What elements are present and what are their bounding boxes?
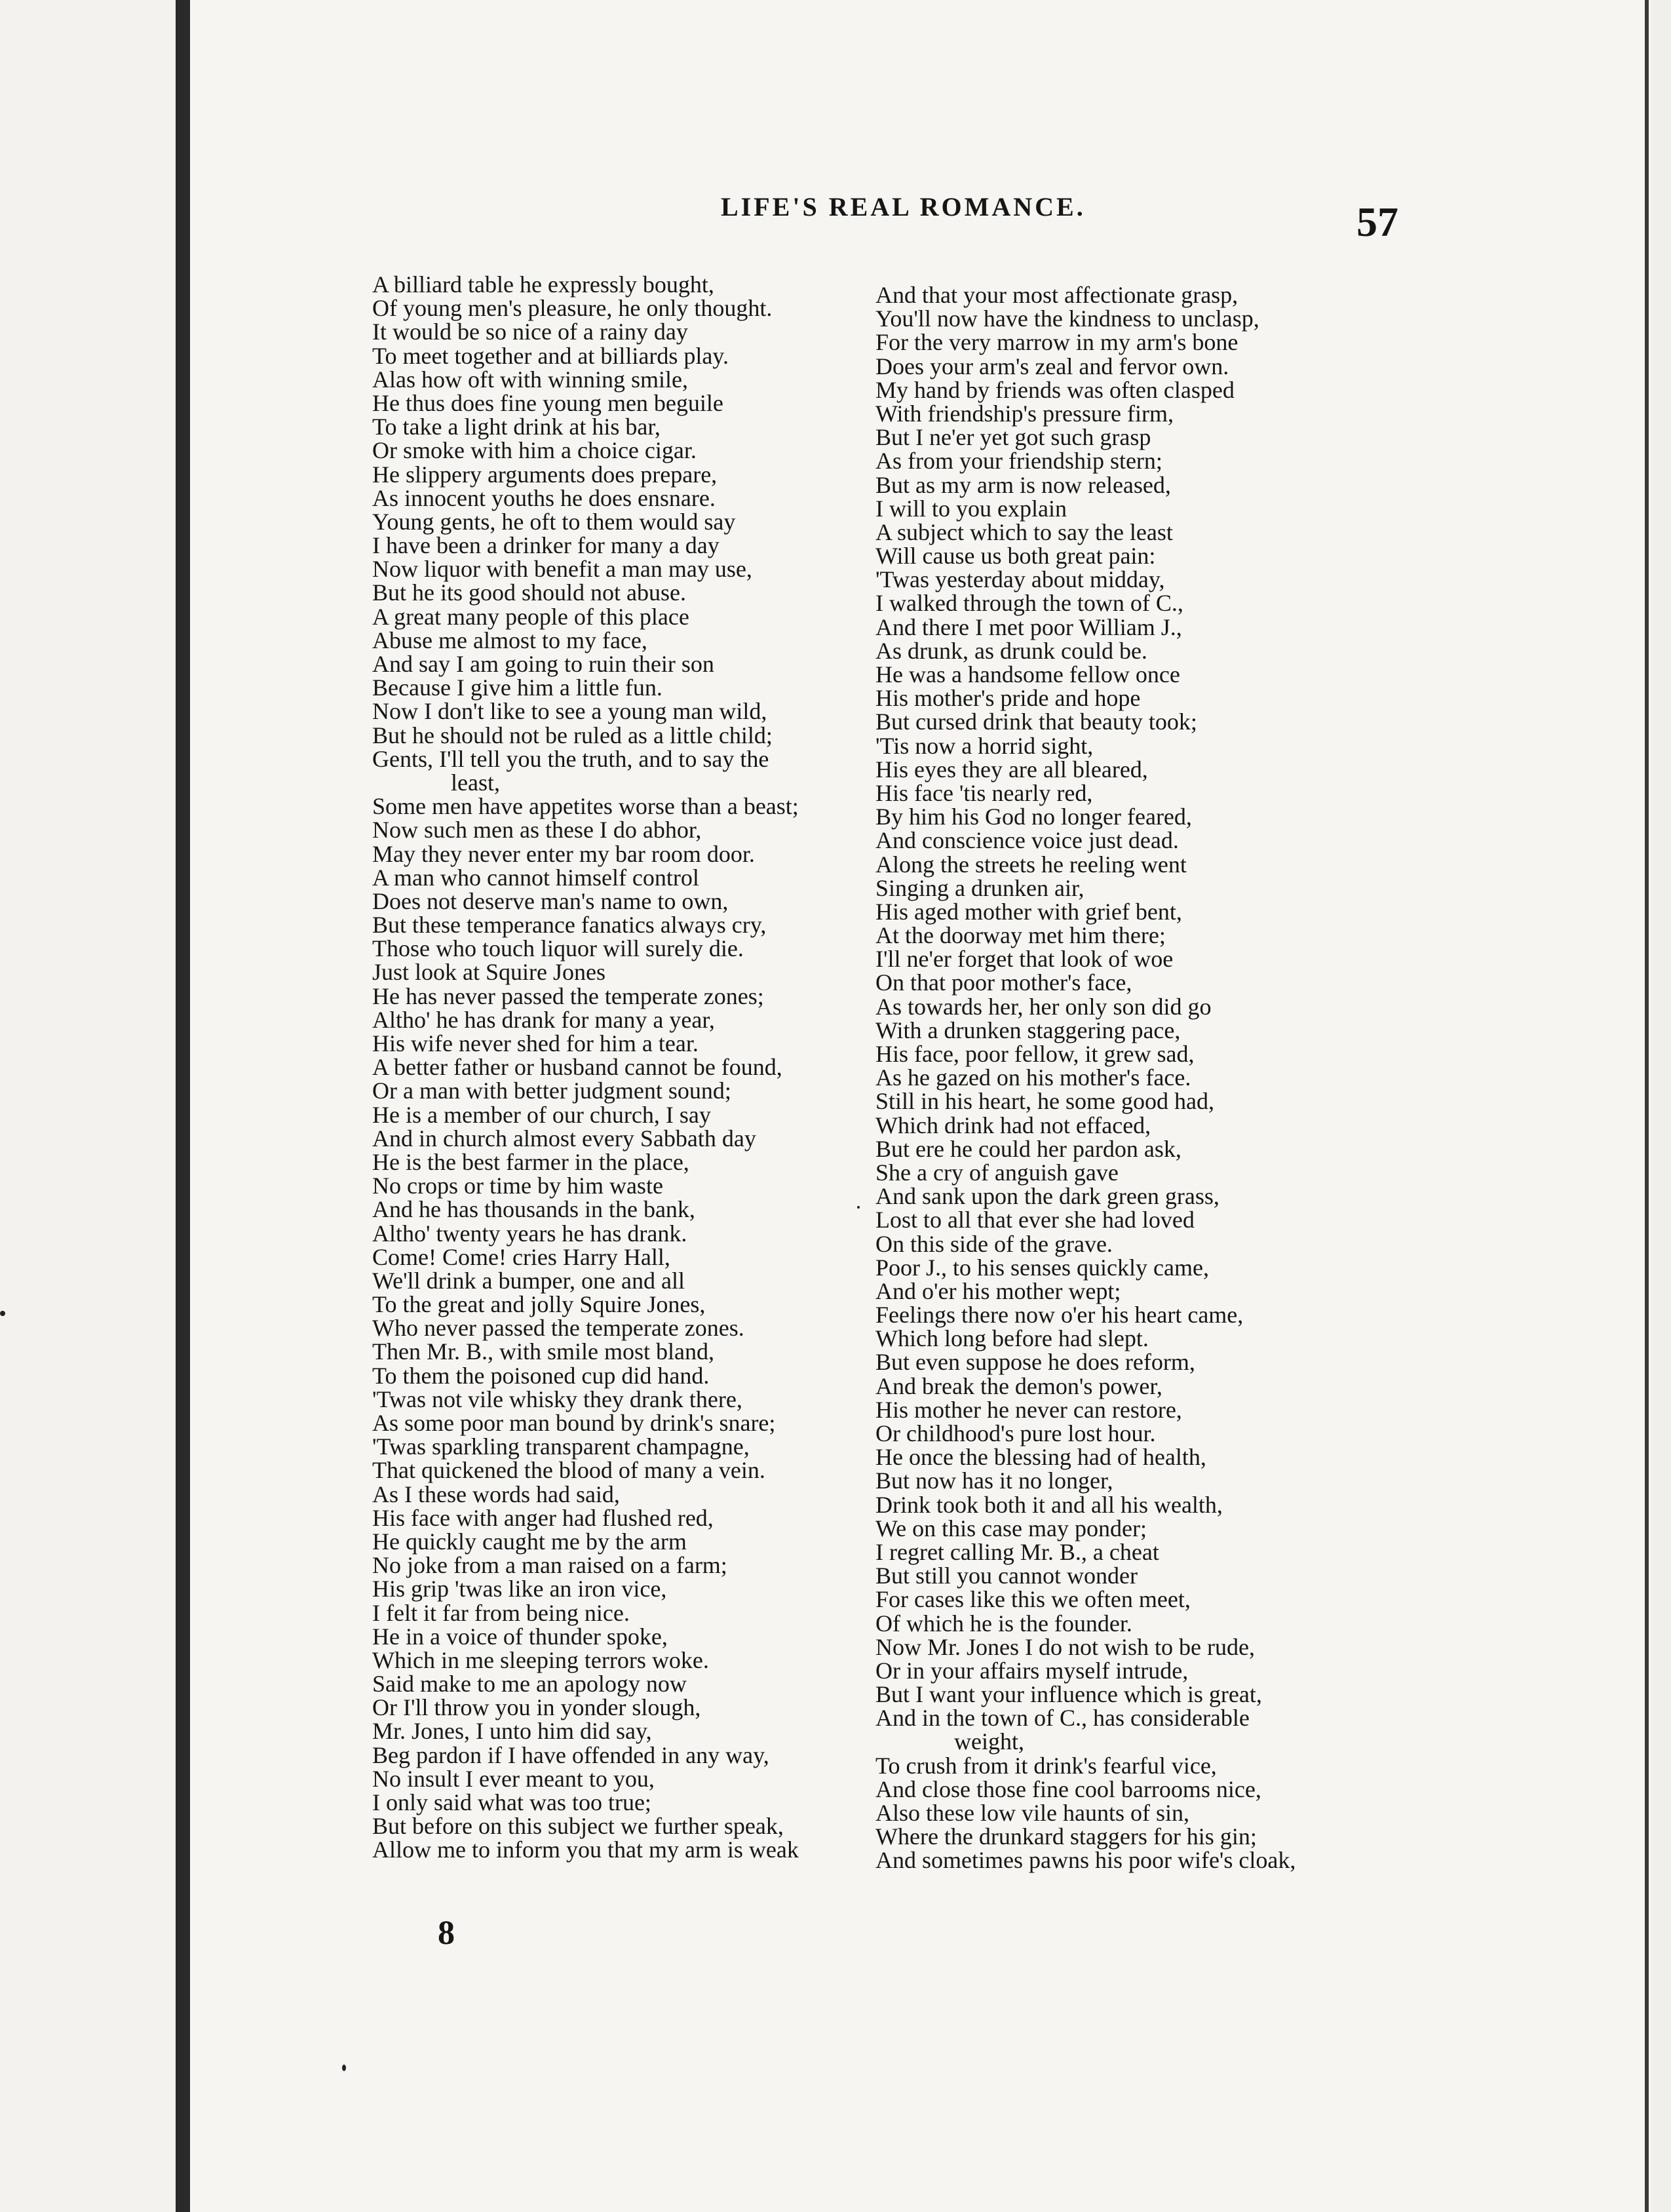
verse-line: His wife never shed for him a tear.	[372, 1030, 699, 1057]
verse-line: I walked through the town of C.,	[875, 590, 1183, 617]
verse-line: Which in me sleeping terrors woke.	[372, 1646, 709, 1673]
verse-line: Of which he is the founder.	[875, 1610, 1132, 1637]
verse-line: And say I am going to ruin their son	[372, 651, 714, 677]
verse-line: Who never passed the temperate zones.	[372, 1315, 744, 1342]
verse-line: Now I don't like to see a young man wild,	[372, 698, 767, 725]
verse-line: His aged mother with grief bent,	[875, 898, 1182, 925]
verse-line: Along the streets he reeling went	[875, 851, 1187, 878]
verse-line: Gents, I'll tell you the truth, and to say the	[372, 745, 769, 772]
verse-line: And that your most affectionate grasp,	[875, 282, 1239, 308]
scan-speck	[342, 2065, 346, 2071]
left-margin	[0, 0, 176, 2212]
verse-line: A subject which to say the least	[875, 518, 1173, 545]
verse-line: Altho' twenty years he has drank.	[372, 1220, 687, 1247]
verse-line: A man who cannot himself control	[372, 864, 699, 891]
verse-line: As I these words had said,	[372, 1481, 620, 1507]
verse-line: And o'er his mother wept;	[875, 1277, 1121, 1304]
page-number: 57	[1356, 199, 1398, 245]
verse-line: On this side of the grave.	[875, 1230, 1113, 1257]
verse-line: Said make to me an apology now	[372, 1671, 687, 1698]
verse-line: But I want your influence which is great,	[875, 1681, 1262, 1708]
verse-line: And he has thousands in the bank,	[372, 1196, 695, 1223]
verse-line: Still in his heart, he some good had,	[875, 1088, 1214, 1115]
verse-line: By him his God no longer feared,	[875, 804, 1192, 830]
verse-line: Does not deserve man's name to own,	[372, 887, 729, 914]
verse-line: As he gazed on his mother's face.	[875, 1064, 1191, 1091]
verse-line: But I ne'er yet got such grasp	[875, 424, 1151, 451]
verse-line: Or smoke with him a choice cigar.	[372, 437, 697, 464]
verse-line: Now Mr. Jones I do not wish to be rude,	[875, 1633, 1255, 1660]
verse-line: And sometimes pawns his poor wife's cloak,	[875, 1847, 1296, 1874]
verse-line: He slippery arguments does prepare,	[372, 461, 718, 488]
verse-line: That quickened the blood of many a vein.	[372, 1457, 765, 1484]
left-column	[372, 273, 883, 1862]
verse-line: With a drunken staggering pace,	[875, 1017, 1181, 1043]
verse-line: His mother he never can restore,	[875, 1396, 1182, 1423]
verse-line: Which long before had slept.	[875, 1325, 1149, 1352]
verse-line: My hand by friends was often clasped	[875, 376, 1235, 403]
scan-speck	[0, 1311, 5, 1316]
verse-line: May they never enter my bar room door.	[372, 840, 755, 867]
verse-line: But now has it no longer,	[875, 1467, 1113, 1494]
verse-line: At the doorway met him there;	[875, 922, 1166, 949]
verse-line: To the great and jolly Squire Jones,	[372, 1291, 706, 1318]
verse-line: To take a light drink at his bar,	[372, 414, 661, 440]
verse-line: I'll ne'er forget that look of woe	[875, 946, 1174, 973]
verse-line: But he should not be ruled as a little child;	[372, 722, 773, 748]
verse-line: No insult I ever meant to you,	[372, 1765, 655, 1792]
verse-line: As innocent youths he does ensnare.	[372, 484, 716, 511]
verse-line: You'll now have the kindness to unclasp,	[875, 305, 1259, 332]
verse-line: He is a member of our church, I say	[372, 1101, 711, 1128]
verse-line: Now liquor with benefit a man may use,	[372, 556, 752, 583]
verse-line: Feelings there now o'er his heart came,	[875, 1302, 1244, 1329]
verse-line: He quickly caught me by the arm	[372, 1528, 687, 1555]
verse-line: Of young men's pleasure, he only thought.	[372, 295, 773, 322]
verse-line: Abuse me almost to my face,	[372, 627, 647, 653]
verse-line: To crush from it drink's fearful vice,	[875, 1752, 1217, 1779]
verse-line: He was a handsome fellow once	[875, 661, 1180, 688]
verse-line: 'Twas sparkling transparent champagne,	[372, 1433, 750, 1460]
verse-line: Then Mr. B., with smile most bland,	[372, 1338, 714, 1365]
verse-line: For cases like this we often meet,	[875, 1586, 1191, 1613]
verse-line: To them the poisoned cup did hand.	[372, 1362, 710, 1389]
verse-line: His face 'tis nearly red,	[875, 779, 1093, 806]
verse-line: Mr. Jones, I unto him did say,	[372, 1718, 652, 1745]
verse-line: He is the best farmer in the place,	[372, 1148, 689, 1175]
verse-line: Poor J., to his senses quickly came,	[875, 1254, 1209, 1281]
verse-line: But still you cannot wonder	[875, 1562, 1138, 1589]
verse-line: Alas how oft with winning smile,	[372, 366, 688, 393]
verse-line: And conscience voice just dead.	[875, 827, 1179, 854]
scan-speck	[857, 1206, 860, 1209]
verse-line: 'Twas yesterday about midday,	[875, 566, 1165, 593]
verse-line: But he its good should not abuse.	[372, 579, 686, 606]
verse-line: Where the drunkard staggers for his gin;	[875, 1823, 1257, 1850]
verse-line: His eyes they are all bleared,	[875, 756, 1148, 783]
right-column	[875, 283, 1393, 1872]
verse-line: She a cry of anguish gave	[875, 1159, 1119, 1186]
verse-line: But cursed drink that beauty took;	[875, 708, 1197, 735]
verse-line: As some poor man bound by drink's snare;	[372, 1410, 776, 1436]
signature-mark: 8	[438, 1914, 455, 1952]
verse-line: We on this case may ponder;	[875, 1515, 1147, 1542]
verse-line: To meet together and at billiards play.	[372, 342, 729, 369]
verse-line: Or childhood's pure lost hour.	[875, 1420, 1156, 1446]
verse-line: A great many people of this place	[372, 603, 689, 630]
verse-line: And break the demon's power,	[875, 1372, 1162, 1399]
verse-line: Some men have appetites worse than a beast;	[372, 793, 799, 820]
verse-line: And sank upon the dark green grass,	[875, 1183, 1220, 1210]
verse-line: Will cause us both great pain:	[875, 543, 1156, 570]
right-margin	[1651, 0, 1671, 2212]
page-edge	[1645, 0, 1649, 2212]
verse-line: Altho' he has drank for many a year,	[372, 1006, 715, 1033]
verse-line: And close those fine cool barrooms nice,	[875, 1775, 1261, 1802]
verse-line: Which drink had not effaced,	[875, 1112, 1151, 1138]
verse-line: But before on this subject we further speak,	[372, 1813, 784, 1840]
verse-line: Or I'll throw you in yonder slough,	[372, 1694, 701, 1721]
verse-line: Because I give him a little fun.	[372, 674, 663, 701]
verse-line: I regret calling Mr. B., a cheat	[875, 1538, 1159, 1565]
verse-line: I will to you explain	[875, 495, 1067, 522]
verse-line: We'll drink a bumper, one and all	[372, 1267, 685, 1294]
verse-line: I have been a drinker for many a day	[372, 532, 720, 559]
verse-line: His face with anger had flushed red,	[372, 1504, 714, 1531]
verse-line: On that poor mother's face,	[875, 969, 1132, 996]
verse-line: A better father or husband cannot be found,	[372, 1054, 782, 1081]
verse-line: least,	[451, 769, 500, 796]
verse-line: Beg pardon if I have offended in any way,	[372, 1741, 769, 1768]
verse-line: He once the blessing had of health,	[875, 1444, 1206, 1471]
verse-line: As from your friendship stern;	[875, 448, 1162, 475]
verse-line: Those who touch liquor will surely die.	[372, 935, 744, 962]
verse-line: Come! Come! cries Harry Hall,	[372, 1243, 670, 1270]
verse-line: Just look at Squire Jones	[372, 959, 605, 986]
verse-line: Also these low vile haunts of sin,	[875, 1800, 1189, 1826]
verse-line: But even suppose he does reform,	[875, 1349, 1195, 1376]
verse-line: Now such men as these I do abhor,	[372, 817, 702, 844]
verse-line: And there I met poor William J.,	[875, 613, 1182, 640]
verse-line: Lost to all that ever she had loved	[875, 1207, 1195, 1233]
verse-line: Drink took both it and all his wealth,	[875, 1491, 1223, 1518]
verse-line: Allow me to inform you that my arm is weak	[372, 1836, 799, 1863]
verse-line: 'Twas not vile whisky they drank there,	[372, 1386, 742, 1412]
verse-line: Or in your affairs myself intrude,	[875, 1657, 1189, 1684]
verse-line: Singing a drunken air,	[875, 874, 1085, 901]
verse-line: He thus does fine young men beguile	[372, 389, 723, 416]
verse-line: For the very marrow in my arm's bone	[875, 329, 1239, 356]
verse-line: No crops or time by him waste	[372, 1173, 663, 1199]
verse-line: Young gents, he oft to them would say	[372, 508, 736, 535]
verse-line: Or a man with better judgment sound;	[372, 1077, 731, 1104]
verse-line: But as my arm is now released,	[875, 471, 1171, 498]
verse-line: And in church almost every Sabbath day	[372, 1125, 756, 1152]
binding-shadow	[176, 0, 190, 2212]
verse-line: As drunk, as drunk could be.	[875, 637, 1147, 664]
verse-line: He has never passed the temperate zones;	[372, 982, 764, 1009]
verse-line: But ere he could her pardon ask,	[875, 1135, 1181, 1162]
verse-line: His grip 'twas like an iron vice,	[372, 1576, 667, 1602]
verse-line: With friendship's pressure firm,	[875, 400, 1174, 427]
verse-line: But these temperance fanatics always cry,	[372, 912, 767, 939]
verse-line: 'Tis now a horrid sight,	[875, 732, 1094, 759]
verse-line: I only said what was too true;	[372, 1789, 651, 1815]
verse-line: He in a voice of thunder spoke,	[372, 1623, 668, 1650]
verse-line: His mother's pride and hope	[875, 685, 1141, 712]
verse-line: No joke from a man raised on a farm;	[372, 1552, 727, 1579]
verse-line: A billiard table he expressly bought,	[372, 271, 714, 298]
verse-line: Does your arm's zeal and fervor own.	[875, 353, 1229, 379]
verse-line: As towards her, her only son did go	[875, 993, 1212, 1020]
verse-line: And in the town of C., has considerable	[875, 1705, 1250, 1732]
verse-line: weight,	[954, 1728, 1024, 1755]
verse-line: It would be so nice of a rainy day	[372, 319, 688, 345]
running-head: LIFE'S REAL ROMANCE.	[721, 192, 1086, 222]
verse-line: His face, poor fellow, it grew sad,	[875, 1041, 1195, 1067]
verse-line: I felt it far from being nice.	[372, 1599, 630, 1626]
